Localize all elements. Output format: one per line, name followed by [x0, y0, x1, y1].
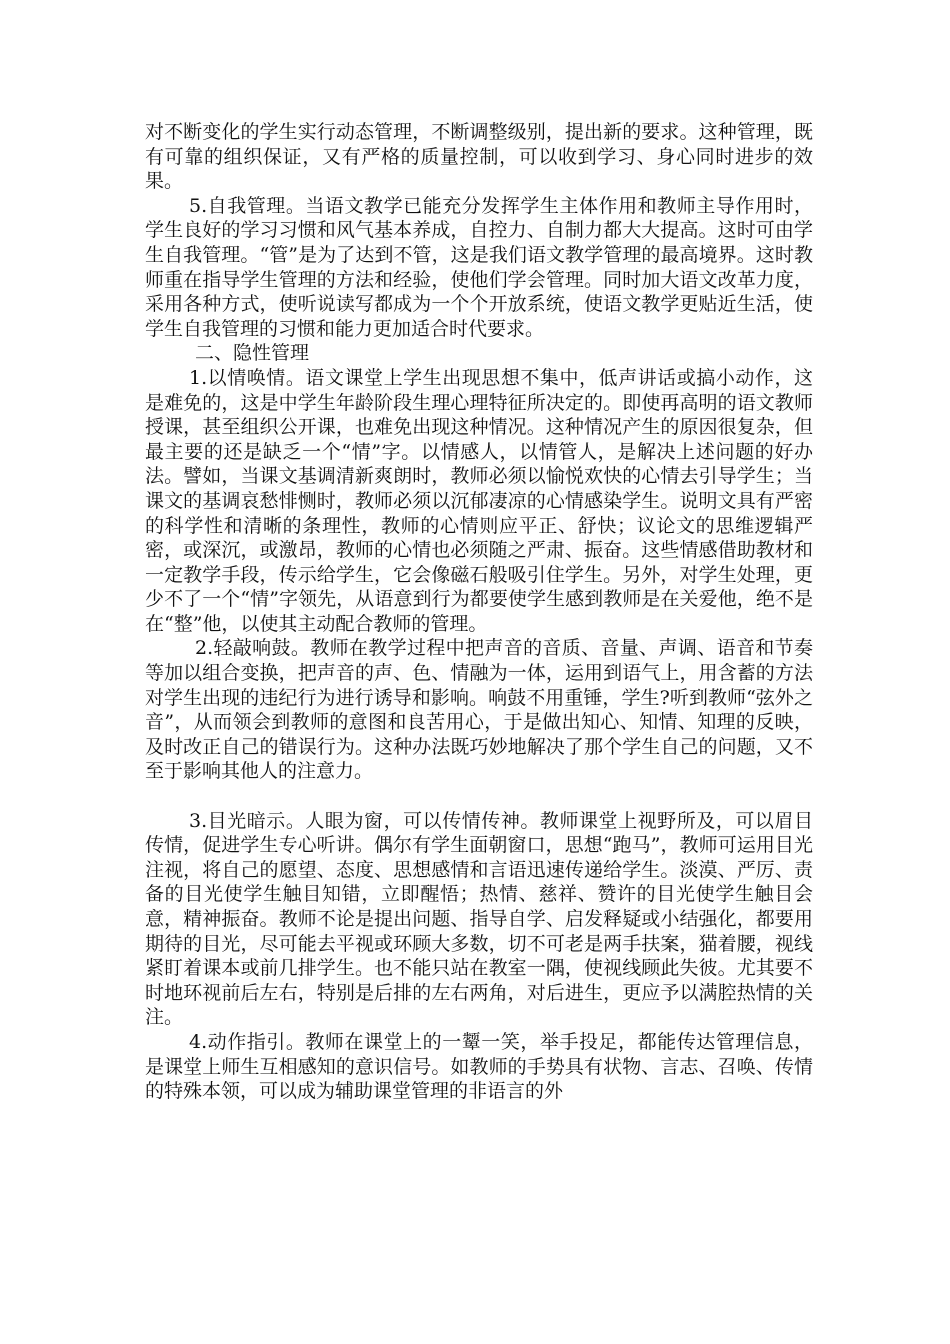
document-body: [145, 120, 813, 1104]
paragraph-drum: 2.轻敲响鼓。教师在教学过程中把声音的音质、音量、声调、语音和节奏等加以组合变换，把声音的声、色、情融为一体，运用到语气上，用含蓄的方法对学生出现的违纪行为进行诱导和影响。响鼓不用重锤，学生?听到教师“弦外之音”，从而领会到教师的意图和良苦用心，于是做出知心、知情、知理的反映，及时改正自己的错误行为。这种办法既巧妙地解决了那个学生自己的问题，又不至于影响其他人的注意力。: [145, 637, 813, 783]
paragraph-self-management: 5.自我管理。当语文教学已能充分发挥学生主体作用和教师主导作用时，学生良好的学习习惯和风气基本养成，自控力、自制力都大大提高。这时可由学生自我管理。“管”是为了达到不管，这是我们语文教学管理的最高境界。这时教师重在指导学生管理的方法和经验，使他们学会管理。同时加大语文改革力度，采用各种方式，使听说读写都成为一个个开放系统，使语文教学更贴近生活，使学生自我管理的习惯和能力更加适合时代要求。: [145, 194, 813, 340]
paragraph-gaze: 3.目光暗示。人眼为窗，可以传情传神。教师课堂上视野所及，可以眉目传情，促进学生专心听讲。偶尔有学生面朝窗口，思想“跑马”，教师可运用目光注视，将自己的愿望、态度、思想感情和言语迅速传递给学生。淡漠、严厉、责备的目光使学生触目知错，立即醒悟；热情、慈祥、赞许的目光使学生触目会意，精神振奋。教师不论是提出问题、指导自学、启发释疑或小结强化，都要用期待的目光，尽可能去平视或环顾大多数，切不可老是两手扶案，猫着腰，视线紧盯着课本或前几排学生。也不能只站在教室一隅，使视线顾此失彼。尤其要不时地环视前后左右，特别是后排的左右两角，对后进生，更应予以满腔热情的关注。: [145, 809, 813, 1029]
section-heading-implicit-management: 二、隐性管理: [195, 342, 310, 365]
paragraph-spacer: [145, 784, 813, 809]
paragraph-emotion: 1.以情唤情。语文课堂上学生出现思想不集中，低声讲话或搞小动作，这是难免的，这是中学生年龄阶段生理心理特征所决定的。即使再高明的语文教师授课，甚至组织公开课，也难免出现这种情况。这种情况产生的原因很复杂，但最主要的还是缺乏一个“情”字。以情感人，以情管人，是解决上述问题的好办法。譬如，当课文基调清新爽朗时，教师必须以愉悦欢快的心情去引导学生；当课文的基调哀愁悱恻时，教师必须以沉郁凄凉的心情感染学生。说明文具有严密的科学性和清晰的条理性，教师的心情则应平正、舒快；议论文的思维逻辑严密，或深沉，或激昂，教师的心情也必须随之严肃、振奋。这些情感借助教材和一定教学手段，传示给学生，它会像磁石般吸引住学生。另外，对学生处理，更少不了一个“情”字领先，从语意到行为都要使学生感到教师是在关爱他，绝不是在“整”他，以使其主动配合教师的管理。: [145, 366, 813, 635]
paragraph-gesture: 4.动作指引。教师在课堂上的一颦一笑，举手投足，都能传达管理信息，是课堂上师生互相感知的意识信号。如教师的手势具有状物、言志、召唤、传情的特殊本领，可以成为辅助课堂管理的非语言的外: [145, 1030, 813, 1103]
paragraph-continuation: 对不断变化的学生实行动态管理，不断调整级别，提出新的要求。这种管理，既有可靠的组织保证，又有严格的质量控制，可以收到学习、身心同时进步的效果。: [145, 121, 813, 193]
